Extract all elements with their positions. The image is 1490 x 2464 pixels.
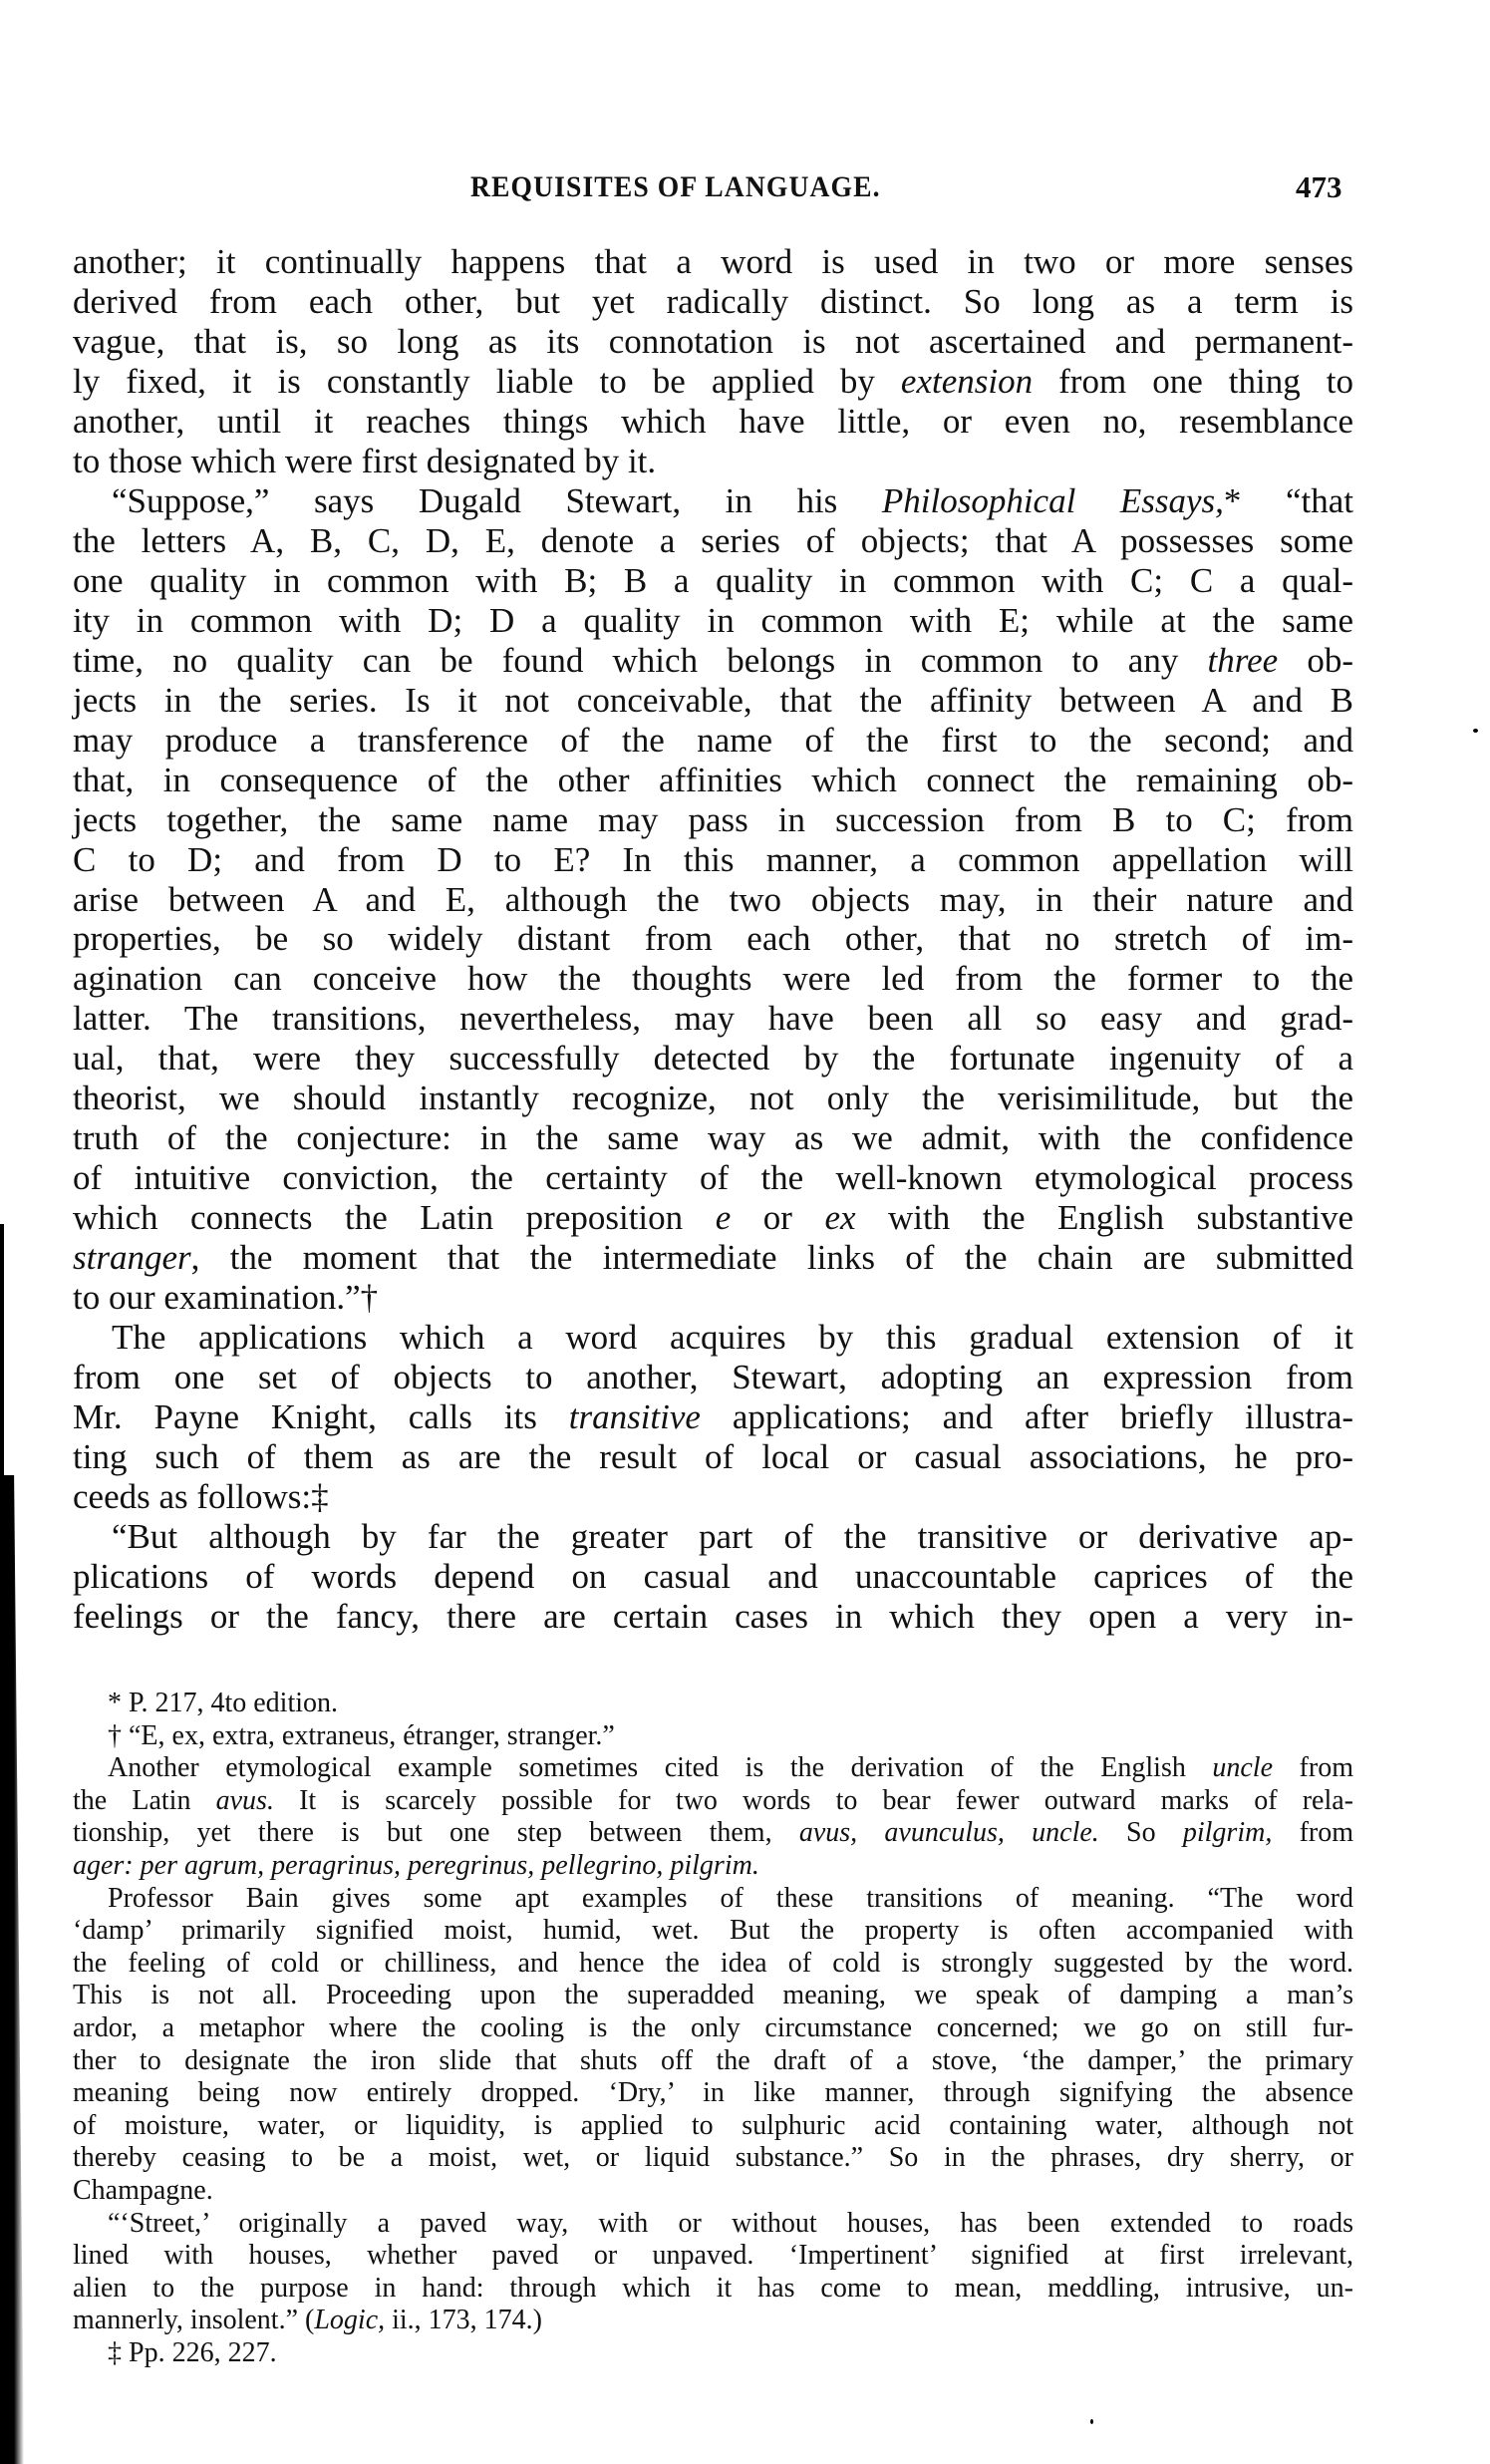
body-line: truth of the conjecture: in the same way as we admit, with the confidence xyxy=(73,1118,1353,1158)
italic-text: stranger xyxy=(73,1238,191,1278)
body-line: one quality in common with B; B a quality in common with C; C a qual- xyxy=(73,560,1353,600)
text-run: ly fixed, it is constantly liable to be applied by xyxy=(73,361,901,401)
body-line: agination can conceive how the thoughts were led from the former to the xyxy=(73,959,1353,999)
footnote-line: This is not all. Proceeding upon the superadded meaning, we speak of damping a man’s xyxy=(73,1980,1353,2011)
body-line: jects together, the same name may pass in succession from B to C; from xyxy=(73,799,1353,839)
running-header xyxy=(0,169,1490,205)
running-title: REQUISITES OF LANGUAGE. xyxy=(470,170,881,203)
italic-text: ex xyxy=(824,1198,856,1238)
text-run: , the moment that the intermediate links of the chain are submitted xyxy=(190,1238,1353,1278)
text-run: applications; and after briefly illustra- xyxy=(700,1397,1354,1437)
italic-text: Logic, xyxy=(314,2305,386,2336)
body-line: properties, be so widely distant from each other, that no stretch of im- xyxy=(73,919,1353,959)
body-line xyxy=(73,1397,1353,1437)
body-line: ual, that, were they successfully detected by the fortunate ingenuity of a xyxy=(73,1039,1353,1078)
italic-text: transitive xyxy=(568,1397,701,1437)
footnote-line: of moisture, water, or liquidity, is applied to sulphuric acid containing water, although not xyxy=(73,2109,1353,2141)
footnote-line xyxy=(108,1752,1353,1784)
text-run: ii., 173, 174.) xyxy=(385,2305,543,2336)
binding-shadow xyxy=(2,1475,24,2464)
italic-text: three xyxy=(1207,640,1279,680)
text-run: mannerly, insolent.” ( xyxy=(73,2305,315,2336)
footnote-line: ther to designate the iron slide that shuts off the draft of a stove, ‘the damper,’ the primary xyxy=(73,2044,1353,2076)
scan-speck xyxy=(1090,2419,1093,2424)
body-line: C to D; and from D to E? In this manner, a common appellation will xyxy=(73,839,1353,879)
body-line: another; it continually happens that a word is used in two or more senses xyxy=(73,242,1353,281)
footnote-line: alien to the purpose in hand: through which it has come to mean, meddling, intrusive, un- xyxy=(73,2272,1353,2304)
text-run: “Suppose,” says Dugald Stewart, in his xyxy=(112,480,882,520)
text-run: from xyxy=(1272,1817,1354,1849)
text-run: Mr. Payne Knight, calls its xyxy=(73,1397,569,1437)
body-line xyxy=(73,362,1353,402)
body-line: another, until it reaches things which have little, or even no, resemblance xyxy=(73,401,1353,441)
footnote-line: Professor Bain gives some apt examples of these transitions of meaning. “The word xyxy=(108,1882,1353,1914)
footnote-line: “‘Street,’ originally a paved way, with or without houses, has been extended to roads xyxy=(108,2207,1353,2239)
footnote-line xyxy=(73,1850,1353,1882)
italic-text: ager: per agrum, peragrinus, peregrinus, pellegrino, pilgrim. xyxy=(73,1850,759,1881)
page-number: 473 xyxy=(1296,169,1342,204)
body-line xyxy=(112,481,1353,521)
scan-speck xyxy=(1473,729,1478,733)
italic-text: e xyxy=(715,1198,732,1238)
body-line: derived from each other, but yet radically distinct. So long as a term is xyxy=(73,281,1353,321)
footnote-line: * P. 217, 4to edition. xyxy=(108,1688,339,1718)
text-run: with the English substantive xyxy=(855,1198,1354,1238)
body-line: of intuitive conviction, the certainty of the well-known etymological process xyxy=(73,1158,1353,1198)
italic-text: avus. xyxy=(215,1784,274,1816)
body-line: jects in the series. Is it not conceivable, that the affinity between A and B xyxy=(73,680,1353,720)
footnote-line xyxy=(73,1785,1353,1817)
text-run: It is scarcely possible for two words to bear fewer outward marks of rela- xyxy=(273,1784,1353,1816)
body-line: to those which were first designated by it. xyxy=(73,441,657,480)
body-line: vague, that is, so long as its connotation is not ascertained and permanent- xyxy=(73,321,1353,361)
footnote-line: the feeling of cold or chilliness, and hence the idea of cold is strongly suggested by the word. xyxy=(73,1947,1353,1979)
text-run: Another etymological example sometimes cited is the derivation of the English xyxy=(108,1752,1213,1784)
body-line xyxy=(73,641,1353,681)
body-line: plications of words depend on casual and unaccountable caprices of the xyxy=(73,1557,1353,1596)
body-line xyxy=(73,1198,1353,1238)
text-run: So xyxy=(1098,1817,1183,1849)
footnote-line: † “E, ex, extra, extraneus, étranger, stranger.” xyxy=(108,1719,615,1751)
italic-text: extension xyxy=(900,361,1034,401)
body-line: that, in consequence of the other affinities which connect the remaining ob- xyxy=(73,760,1353,799)
body-line: “But although by far the greater part of the transitive or derivative ap- xyxy=(112,1517,1353,1557)
footnote-line: thereby ceasing to be a moist, wet, or liquid substance.” So in the phrases, dry sherry, or xyxy=(73,2142,1353,2174)
body-line: ceeds as follows:‡ xyxy=(73,1477,329,1517)
text-run: * “that xyxy=(1223,480,1353,520)
text-run: or xyxy=(731,1198,825,1238)
body-line: ity in common with D; D a quality in common with E; while at the same xyxy=(73,600,1353,640)
footnote-line xyxy=(73,2305,1353,2336)
text-run: from one thing to xyxy=(1033,361,1353,401)
italic-text: uncle xyxy=(1212,1752,1274,1784)
body-line: The applications which a word acquires by this gradual extension of it xyxy=(112,1318,1353,1358)
body-line: from one set of objects to another, Stewart, adopting an expression from xyxy=(73,1358,1353,1397)
body-line xyxy=(73,1238,1353,1278)
text-run: time, no quality can be found which belongs in common to any xyxy=(73,640,1208,680)
body-line: may produce a transference of the name of the first to the second; and xyxy=(73,720,1353,760)
italic-text: Philosophical Essays, xyxy=(881,480,1224,520)
body-line: theorist, we should instantly recognize, not only the verisimilitude, but the xyxy=(73,1078,1353,1118)
text-run: tionship, yet there is but one step between them, xyxy=(73,1817,799,1849)
body-line: to our examination.”† xyxy=(73,1278,379,1318)
text-run: ob- xyxy=(1278,640,1353,680)
text-run: which connects the Latin preposition xyxy=(73,1198,716,1238)
body-line: ting such of them as are the result of local or casual associations, he pro- xyxy=(73,1437,1353,1477)
italic-text: avus, avunculus, uncle. xyxy=(798,1817,1099,1849)
footnote-line: lined with houses, whether paved or unpaved. ‘Impertinent’ signified at first irrelevant, xyxy=(73,2240,1353,2272)
footnote-line: meaning being now entirely dropped. ‘Dry,’ in like manner, through signifying the absence xyxy=(73,2077,1353,2109)
text-run: the Latin xyxy=(73,1784,216,1816)
footnote-line: ‘damp’ primarily signified moist, humid, wet. But the property is often accompanied with xyxy=(73,1915,1353,1947)
italic-text: pilgrim, xyxy=(1182,1817,1273,1849)
body-line: latter. The transitions, nevertheless, may have been all so easy and grad- xyxy=(73,999,1353,1039)
footnote-line xyxy=(73,1817,1353,1849)
footnote-line: ardor, a metaphor where the cooling is the only circumstance concerned; we go on still fur- xyxy=(73,2012,1353,2043)
body-line: the letters A, B, C, D, E, denote a series of objects; that A possesses some xyxy=(73,520,1353,560)
text-run: from xyxy=(1273,1752,1353,1784)
body-line: feelings or the fancy, there are certain cases in which they open a very in- xyxy=(73,1596,1353,1636)
footnote-line: Champagne. xyxy=(73,2175,213,2206)
body-line: arise between A and E, although the two objects may, in their nature and xyxy=(73,879,1353,919)
footnote-line: ‡ Pp. 226, 227. xyxy=(108,2337,277,2368)
